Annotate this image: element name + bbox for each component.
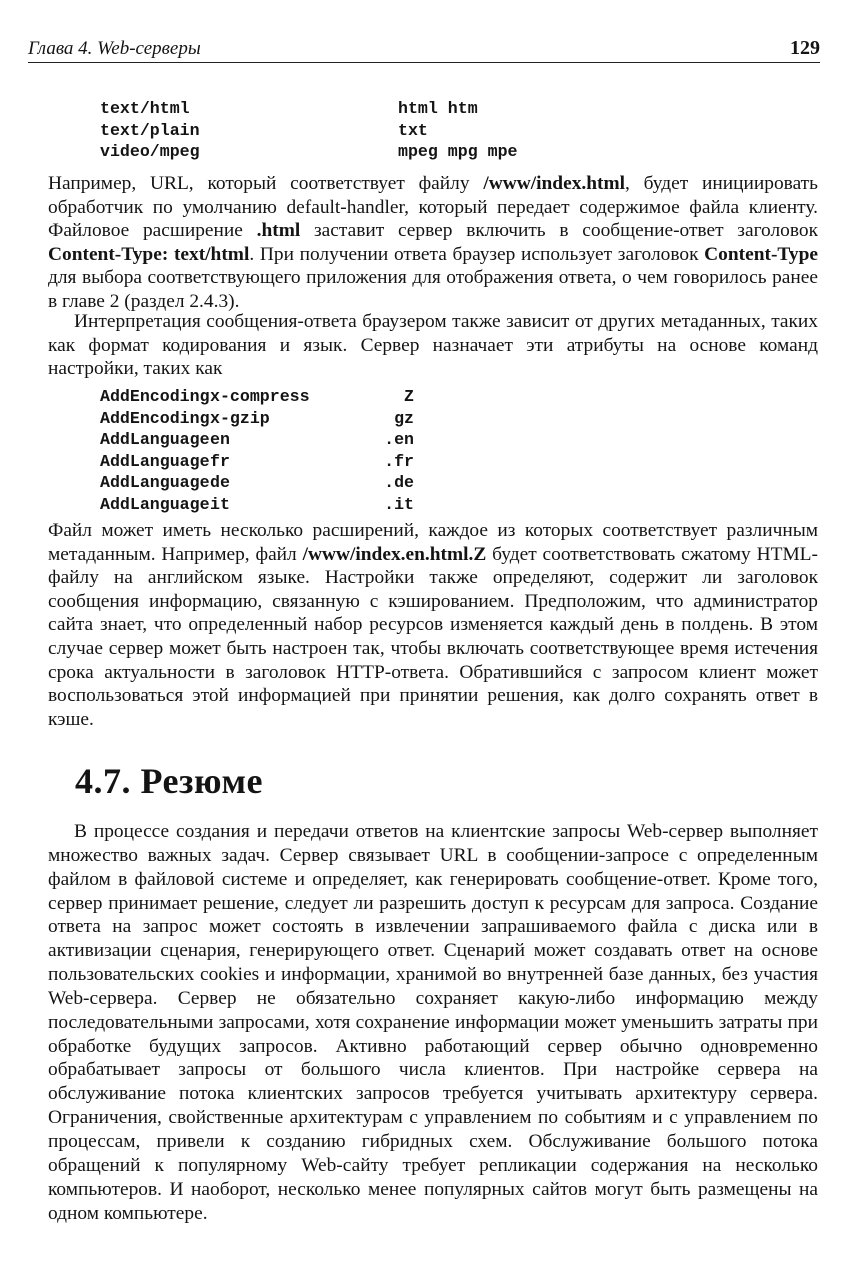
text-run: Файл может иметь несколько расширений, каждое из которых соответствует различным метаданным. Например, файл — [48, 520, 818, 565]
bold-path: /www/index.en.html.Z — [302, 543, 487, 565]
directive-argument: en — [210, 430, 230, 450]
directive-command: AddLanguage — [100, 473, 210, 493]
mime-type: text/html — [100, 99, 190, 118]
text-run: будет соответствовать сжатому HTML-файлу на английском языке. Настройки также определяют, содержит ли заголовок сообщения информацию, связанную с кэшированием. Предположим, что администратор сайта знает, что определенный набор ресурсов изменяется каждый день в полдень. В этом случае сервер может быть настроен так, чтобы включать соответствующее время истечения срока актуальности в заголовок HTTP-ответа. Обратившийся с запросом клиент может воспользоваться этой информацией при принятии решения, как долго сохранять ответ в кэше. — [48, 543, 818, 730]
mime-extensions: txt — [398, 120, 428, 140]
mime-type: video/mpeg — [100, 142, 200, 162]
mime-row — [100, 120, 518, 142]
directive-extension: gz — [394, 408, 414, 428]
directive-command: AddLanguage — [100, 430, 210, 450]
mime-type: text/plain — [100, 120, 200, 140]
directive-row — [100, 408, 414, 430]
directive-row — [100, 451, 414, 473]
running-header — [28, 36, 820, 63]
directive-table — [100, 386, 414, 516]
bold-header: Content-Type: text/html — [48, 243, 250, 265]
chapter-title: Глава 4. Web-серверы — [28, 38, 201, 59]
directive-argument: de — [210, 473, 230, 493]
paragraph-extensions — [48, 519, 818, 731]
directive-command: AddLanguage — [100, 494, 210, 514]
directive-argument: x-gzip — [210, 408, 270, 428]
bold-extension: .html — [256, 220, 301, 242]
paragraph-summary — [48, 820, 818, 1225]
directive-argument: fr — [210, 451, 230, 471]
section-heading: 4.7. Резюме — [75, 761, 263, 801]
mime-extensions: html htm — [398, 99, 478, 118]
bold-header-name: Content-Type — [704, 243, 818, 265]
directive-extension: .it — [384, 494, 414, 514]
directive-row — [100, 494, 414, 516]
paragraph-metadata — [48, 310, 818, 381]
directive-extension: .en — [384, 430, 414, 450]
directive-argument: x-compress — [210, 387, 310, 406]
text-run: Например, URL, который соответствует файлу — [48, 173, 484, 194]
directive-row — [100, 429, 414, 451]
directive-extension: Z — [404, 387, 414, 406]
directive-command: AddEncoding — [100, 387, 210, 406]
directive-extension: .fr — [384, 451, 414, 471]
directive-argument: it — [210, 494, 230, 514]
page-number: 129 — [790, 37, 820, 59]
directive-row — [100, 472, 414, 494]
text-run: Интерпретация сообщения-ответа браузером также зависит от других метаданных, таких как формат кодирования и язык. Сервер назначает эти атрибуты на основе команд настройки, таких как — [48, 311, 818, 380]
mime-type-table — [100, 98, 518, 163]
directive-command: AddLanguage — [100, 451, 210, 471]
directive-extension: .de — [384, 473, 414, 493]
text-run: В процессе создания и передачи ответов на клиентские запросы Web-сервер выполняет множество важных задач. Сервер связывает URL в сообщении-запросе с определенным файлом в файловой системе и определяет, как генерировать сообщение-ответ. Кроме того, сервер принимает решение, следует ли разрешить доступ к ресурсам для запроса. Создание ответа на запрос может состоять в извлечении запрашиваемого файла с диска или в активизации сценария, генерирующего ответ. Сценарий может создавать ответ на основе пользовательских cookies и информации, хранимой во внутренней базе данных, без участия Web-сервера. Сервер не обязательно сохраняет какую-либо информацию между последовательными запросами, хотя сохранение информации может уменьшить затраты при обработке будущих запросов. Активно работающий сервер обычно одновременно обрабатывает запросы от большого числа клиентов. При настройке сервера на обслуживание потока клиентских запросов требуется учитывать архитектуру сервера. Ограничения, свойственные архитектурам с управлением по событиям и с управлением по процессам, привели к созданию гибридных схем. Обслуживание большого потока обращений к популярному Web-сайту требует репликации содержания на несколько компьютеров. И наоборот, несколько менее популярных сайтов могут быть размещены на одном компьютере. — [48, 821, 818, 1224]
mime-row — [100, 98, 518, 120]
paragraph-mime-example — [48, 172, 818, 314]
directive-command: AddEncoding — [100, 408, 210, 428]
text-run: для выбора соответствующего приложения для отображения ответа, о чем говорилось ранее в главе 2 (раздел 2.4.3). — [48, 267, 818, 312]
text-run: заставит сервер включить в сообщение-ответ заголовок — [300, 220, 818, 242]
mime-extensions: mpeg mpg mpe — [398, 142, 518, 162]
text-run: . При получении ответа браузер использует заголовок — [249, 243, 705, 265]
mime-row — [100, 141, 518, 163]
text-run: , будет инициировать обработчик по умолчанию default-handler, который передает содержимое файла клиенту. Файловое расширение — [48, 173, 818, 242]
bold-path: /www/index.html — [483, 173, 626, 194]
directive-row — [100, 386, 414, 408]
